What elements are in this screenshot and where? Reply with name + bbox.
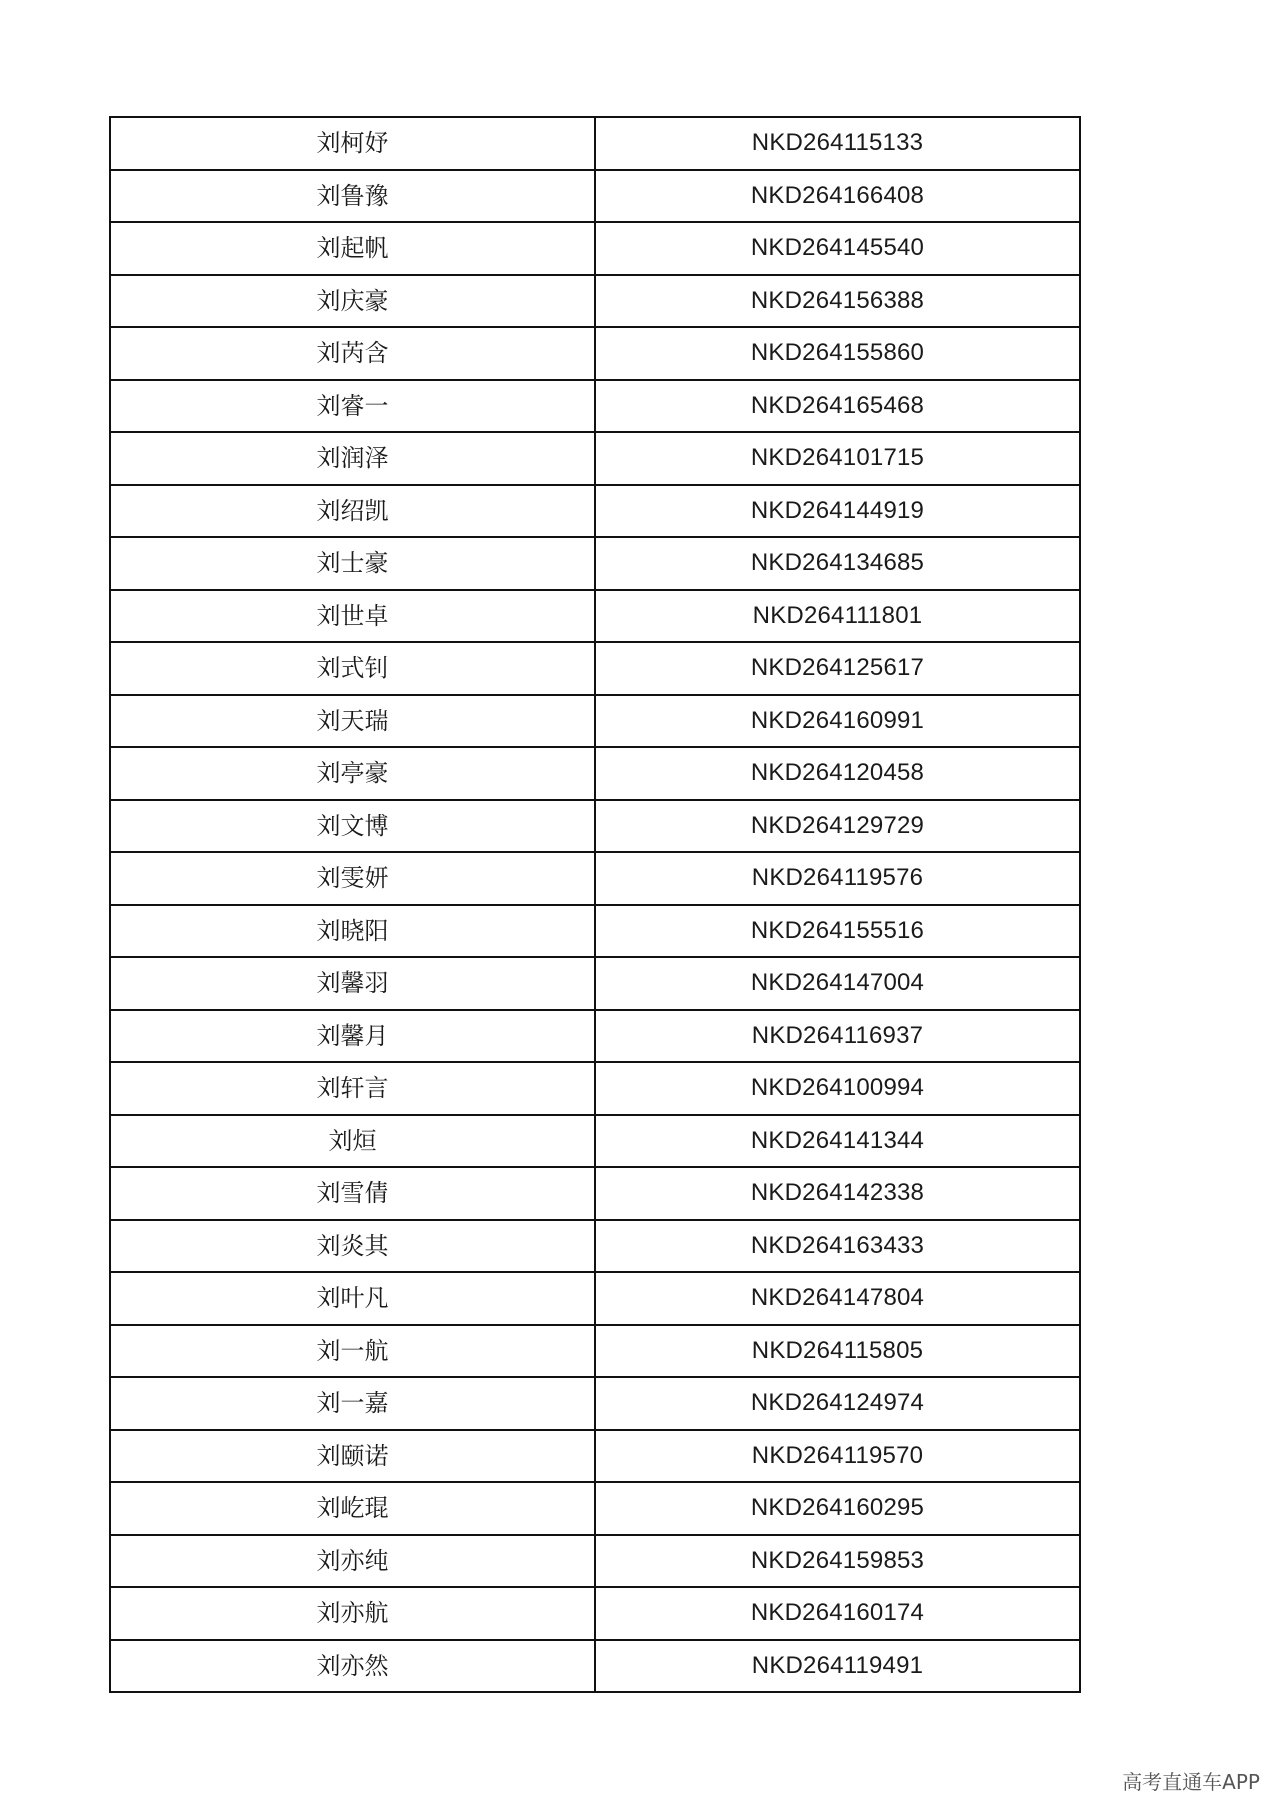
- student-name-cell: 刘庆豪: [110, 275, 595, 328]
- table-row: [110, 117, 1080, 170]
- table-row: [110, 1430, 1080, 1483]
- student-name-cell: 刘屹琨: [110, 1482, 595, 1535]
- registration-id-cell: NKD264119576: [595, 852, 1080, 905]
- registration-id-cell: NKD264165468: [595, 380, 1080, 433]
- table-row: [110, 485, 1080, 538]
- student-name-cell: 刘雯妍: [110, 852, 595, 905]
- student-name-cell: 刘式钊: [110, 642, 595, 695]
- registration-id-cell: NKD264145540: [595, 222, 1080, 275]
- student-name-cell: 刘亦纯: [110, 1535, 595, 1588]
- table-row: [110, 327, 1080, 380]
- table-row: [110, 380, 1080, 433]
- student-name-cell: 刘芮含: [110, 327, 595, 380]
- student-name-cell: 刘起帆: [110, 222, 595, 275]
- table-row: [110, 800, 1080, 853]
- registration-id-cell: NKD264155516: [595, 905, 1080, 958]
- roster-table-body: [110, 117, 1080, 1692]
- registration-id-cell: NKD264144919: [595, 485, 1080, 538]
- registration-id-cell: NKD264134685: [595, 537, 1080, 590]
- registration-id-cell: NKD264115133: [595, 117, 1080, 170]
- registration-id-cell: NKD264166408: [595, 170, 1080, 223]
- table-row: [110, 537, 1080, 590]
- table-row: [110, 905, 1080, 958]
- table-row: [110, 1010, 1080, 1063]
- table-row: [110, 695, 1080, 748]
- table-row: [110, 170, 1080, 223]
- student-name-cell: 刘亦然: [110, 1640, 595, 1693]
- watermark-text: 高考直通车APP: [1122, 1770, 1260, 1794]
- table-row: [110, 1587, 1080, 1640]
- student-name-cell: 刘文博: [110, 800, 595, 853]
- registration-id-cell: NKD264160295: [595, 1482, 1080, 1535]
- registration-id-cell: NKD264101715: [595, 432, 1080, 485]
- student-name-cell: 刘烜: [110, 1115, 595, 1168]
- table-row: [110, 1640, 1080, 1693]
- registration-id-cell: NKD264155860: [595, 327, 1080, 380]
- registration-id-cell: NKD264160991: [595, 695, 1080, 748]
- table-row: [110, 957, 1080, 1010]
- registration-id-cell: NKD264124974: [595, 1377, 1080, 1430]
- student-name-cell: 刘颐诺: [110, 1430, 595, 1483]
- table-row: [110, 1115, 1080, 1168]
- student-name-cell: 刘轩言: [110, 1062, 595, 1115]
- registration-id-cell: NKD264115805: [595, 1325, 1080, 1378]
- registration-id-cell: NKD264111801: [595, 590, 1080, 643]
- table-row: [110, 852, 1080, 905]
- student-name-cell: 刘叶凡: [110, 1272, 595, 1325]
- roster-table: [109, 116, 1081, 1693]
- student-name-cell: 刘馨羽: [110, 957, 595, 1010]
- student-name-cell: 刘亦航: [110, 1587, 595, 1640]
- registration-id-cell: NKD264159853: [595, 1535, 1080, 1588]
- registration-id-cell: NKD264119570: [595, 1430, 1080, 1483]
- student-name-cell: 刘鲁豫: [110, 170, 595, 223]
- table-row: [110, 222, 1080, 275]
- student-name-cell: 刘雪倩: [110, 1167, 595, 1220]
- table-row: [110, 432, 1080, 485]
- student-name-cell: 刘亭豪: [110, 747, 595, 800]
- table-row: [110, 590, 1080, 643]
- table-row: [110, 1272, 1080, 1325]
- table-row: [110, 1167, 1080, 1220]
- student-name-cell: 刘睿一: [110, 380, 595, 433]
- student-name-cell: 刘润泽: [110, 432, 595, 485]
- student-name-cell: 刘一航: [110, 1325, 595, 1378]
- registration-id-cell: NKD264120458: [595, 747, 1080, 800]
- registration-id-cell: NKD264160174: [595, 1587, 1080, 1640]
- registration-id-cell: NKD264100994: [595, 1062, 1080, 1115]
- registration-id-cell: NKD264156388: [595, 275, 1080, 328]
- table-row: [110, 747, 1080, 800]
- student-name-cell: 刘士豪: [110, 537, 595, 590]
- registration-id-cell: NKD264147004: [595, 957, 1080, 1010]
- student-name-cell: 刘晓阳: [110, 905, 595, 958]
- registration-id-cell: NKD264119491: [595, 1640, 1080, 1693]
- table-row: [110, 1325, 1080, 1378]
- table-row: [110, 275, 1080, 328]
- table-row: [110, 1220, 1080, 1273]
- table-row: [110, 1377, 1080, 1430]
- registration-id-cell: NKD264116937: [595, 1010, 1080, 1063]
- student-name-cell: 刘天瑞: [110, 695, 595, 748]
- student-name-cell: 刘世卓: [110, 590, 595, 643]
- student-name-cell: 刘一嘉: [110, 1377, 595, 1430]
- student-name-cell: 刘炎其: [110, 1220, 595, 1273]
- registration-id-cell: NKD264125617: [595, 642, 1080, 695]
- table-row: [110, 1482, 1080, 1535]
- registration-id-cell: NKD264163433: [595, 1220, 1080, 1273]
- registration-id-cell: NKD264129729: [595, 800, 1080, 853]
- registration-id-cell: NKD264147804: [595, 1272, 1080, 1325]
- registration-id-cell: NKD264142338: [595, 1167, 1080, 1220]
- table-row: [110, 1062, 1080, 1115]
- registration-id-cell: NKD264141344: [595, 1115, 1080, 1168]
- student-name-cell: 刘馨月: [110, 1010, 595, 1063]
- table-row: [110, 642, 1080, 695]
- student-name-cell: 刘绍凯: [110, 485, 595, 538]
- table-row: [110, 1535, 1080, 1588]
- student-name-cell: 刘柯妤: [110, 117, 595, 170]
